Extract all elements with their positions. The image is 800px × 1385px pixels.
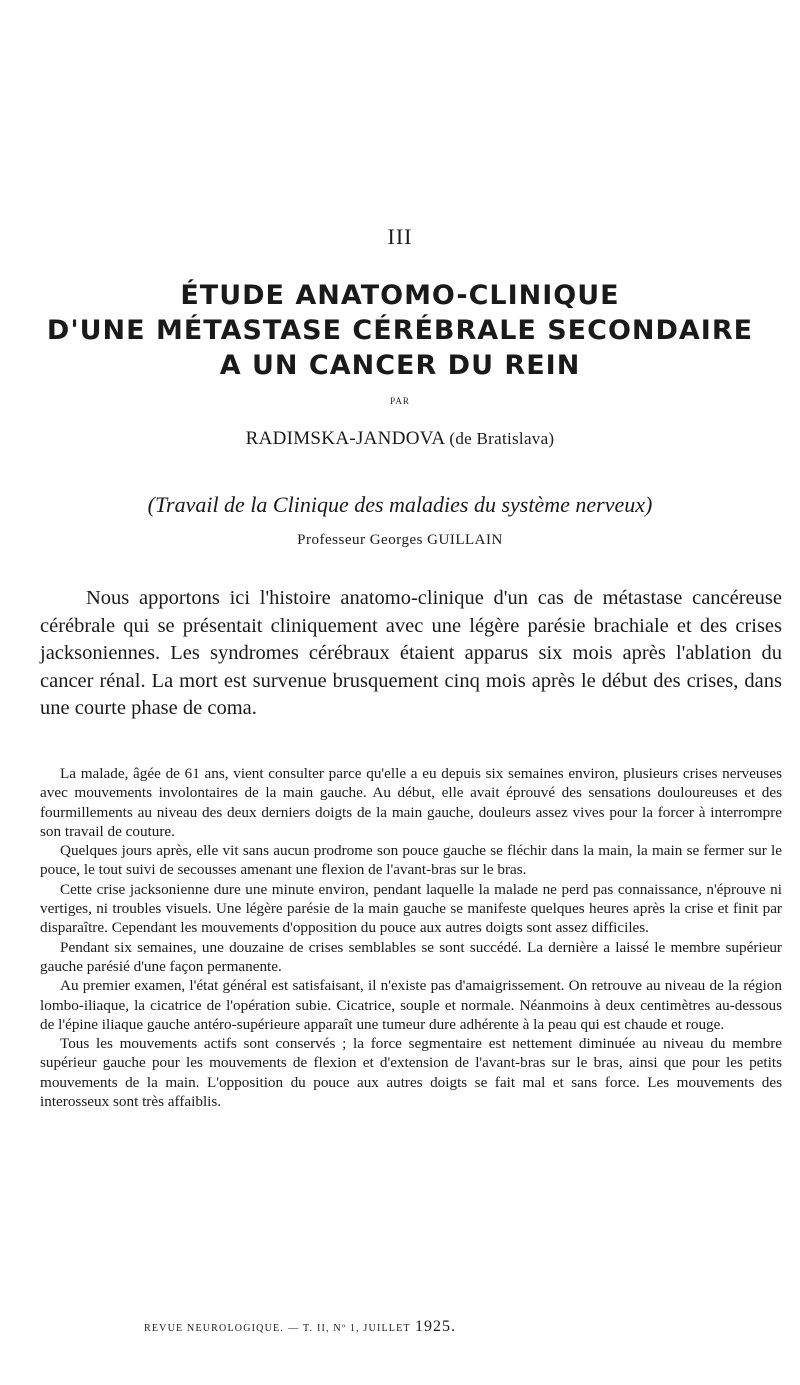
body-paragraph-1: La malade, âgée de 61 ans, vient consulter parce qu'elle a eu depuis six semaines environ, plusieurs crises nerveuses avec mouvements involontaires de la main gauche. Au début, elle avait éprouvé des sensations douloureuses et des fourmillements au niveau des deux derniers doigts de la main gauche, douleurs assez vives pour la forcer à interrompre son travail de couture. (40, 765, 782, 840)
body-paragraph-6: Tous les mouvements actifs sont conservés ; la force segmentaire est nettement diminuée au niveau du membre supérieur gauche pour les mouvements de flexion et d'extension de l'avant-bras sur le bras, ainsi que pour les petits mouvements de la main. L'opposition du pouce aux autres doigts se fait mal et sans force. Les mouvements des interosseux sont très affaiblis. (40, 1035, 782, 1111)
publication-year: 1925. (414, 1318, 456, 1335)
volume-info: — T. II, Nº 1, JUILLET (288, 1323, 411, 1334)
case-report (40, 764, 782, 1111)
work-origin: (Travail de la Clinique des maladies du système nerveux) (147, 492, 653, 517)
body-paragraph-5: Au premier examen, l'état général est satisfaisant, il n'existe pas d'amaigrissement. On retrouve au niveau de la région lombo-iliaque, la cicatrice de l'opération subie. Cicatrice, souple et normale. Néanmoins à deux centimètres au-dessous de l'épine iliaque gauche antéro-supérieure apparaît une tumeur dure adhérente à la peau qui est chaude et rouge. (40, 977, 782, 1033)
title-line-3: A UN CANCER DU REIN (219, 350, 581, 381)
title-line-1: ÉTUDE ANATOMO-CLINIQUE (180, 280, 620, 311)
author-name: RADIMSKA-JANDOVA (245, 428, 445, 449)
body-paragraph-2: Quelques jours après, elle vit sans aucun prodrome son pouce gauche se fléchir dans la main, la main se fermer sur le pouce, le tout suivi de secousses amenant une flexion de l'avant-bras sur le bras. (40, 842, 782, 879)
page-footer (144, 1318, 744, 1336)
author-line (0, 428, 800, 450)
title-line-2: D'UNE MÉTASTASE CÉRÉBRALE SECONDAIRE (46, 315, 754, 346)
professor-line: Professeur Georges GUILLAIN (297, 532, 503, 548)
chapter-numeral: III (387, 224, 413, 249)
author-affiliation: (de Bratislava) (449, 429, 555, 448)
by-line-label: PAR (390, 396, 410, 406)
journal-name: REVUE NEUROLOGIQUE. (144, 1323, 285, 1334)
intro-paragraph: Nous apportons ici l'histoire anatomo-clinique d'un cas de métastase cancéreuse cérébrale qui se présentait cliniquement avec une légère parésie brachiale et des crises jacksoniennes. Les syndromes cérébraux étaient apparus six mois après l'ablation du cancer rénal. La mort est survenue brusquement cinq mois après le début des crises, dans une courte phase de coma. (40, 587, 782, 719)
body-paragraph-4: Pendant six semaines, une douzaine de crises semblables se sont succédé. La dernière a laissé le membre supérieur gauche parésié d'une façon permanente. (40, 938, 782, 975)
article-title (0, 278, 800, 383)
body-paragraph-3: Cette crise jacksonienne dure une minute environ, pendant laquelle la malade ne perd pas connaissance, n'éprouve ni vertiges, ni troubles visuels. Une légère parésie de la main gauche se manifeste quelques heures après la crise et finit par disparaître. Cependant les mouvements d'opposition du pouce aux autres doigts sont assez difficiles. (40, 880, 782, 937)
